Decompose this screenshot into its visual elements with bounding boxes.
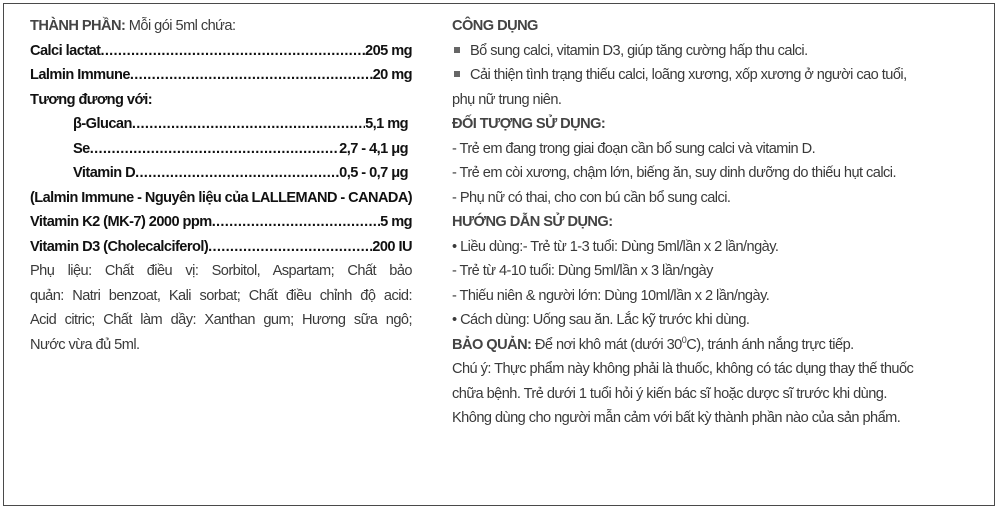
uses-bullet-text: Cải thiện tình trạng thiếu calci, loãng xương, xốp xương ở người cao tuổi, bbox=[470, 67, 907, 83]
usage-column bbox=[452, 14, 982, 431]
excipients-line-3: Acid citric; Chất làm dầy: Xanthan gum; Hương sữa ngô; bbox=[30, 312, 412, 328]
note-line: Chú ý: Thực phẩm này không phải là thuốc, không có tác dụng thay thế thuốc bbox=[452, 361, 914, 377]
leader-dots bbox=[212, 210, 380, 235]
usage-line: - Thiếu niên & người lớn: Dùng 10ml/lần x 2 lần/ngày. bbox=[452, 287, 770, 304]
ingredient-value: 20 mg bbox=[372, 67, 412, 83]
target-line: - Trẻ em đang trong giai đoạn cần bổ sung calci và vitamin D. bbox=[452, 140, 816, 157]
square-bullet-icon bbox=[454, 47, 460, 53]
uses-continuation: phụ nữ trung niên. bbox=[452, 91, 562, 108]
ingredients-intro: Mỗi gói 5ml chứa: bbox=[125, 18, 236, 34]
usage-line: - Trẻ từ 4-10 tuổi: Dùng 5ml/lần x 3 lần/ngày bbox=[452, 263, 713, 279]
usage-line: • Liều dùng:- Trẻ từ 1-3 tuổi: Dùng 5ml/lần x 2 lần/ngày. bbox=[452, 238, 779, 255]
target-heading: ĐỐI TƯỢNG SỬ DỤNG: bbox=[452, 116, 606, 132]
leader-dots bbox=[100, 39, 365, 64]
leader-dots bbox=[90, 137, 339, 162]
source-note: (Lalmin Immune - Nguyên liệu của LALLEMAND - CANADA) bbox=[30, 189, 413, 206]
sub-ingredient-row-glucan bbox=[30, 112, 412, 137]
leader-dots bbox=[135, 161, 339, 186]
ingredient-value: 5,1 mg bbox=[365, 116, 408, 132]
leader-dots bbox=[208, 235, 372, 260]
ingredient-label: β-Glucan bbox=[73, 116, 132, 132]
ingredient-label: Lalmin Immune bbox=[30, 67, 130, 83]
ingredient-value: 200 IU bbox=[372, 238, 412, 255]
target-line: - Phụ nữ có thai, cho con bú cần bổ sung calci. bbox=[452, 189, 731, 206]
storage-heading: BẢO QUẢN: bbox=[452, 336, 532, 353]
sub-ingredient-row-vitamin-d bbox=[30, 161, 412, 186]
ingredient-label: Calci lactat bbox=[30, 42, 101, 59]
usage-line: • Cách dùng: Uống sau ăn. Lắc kỹ trước khi dùng. bbox=[452, 312, 750, 328]
ingredient-row-lalmin bbox=[30, 63, 412, 88]
storage-line bbox=[452, 333, 982, 358]
ingredient-label: Se bbox=[73, 140, 90, 157]
excipients-line-4: Nước vừa đủ 5ml. bbox=[30, 336, 140, 353]
sub-ingredient-row-se bbox=[30, 137, 412, 162]
uses-bullet-text: Bổ sung calci, vitamin D3, giúp tăng cường hấp thu calci. bbox=[470, 42, 808, 59]
ingredient-row-vitamin-d3 bbox=[30, 235, 412, 260]
ingredient-label: Vitamin K2 (MK-7) 2000 ppm bbox=[30, 214, 212, 230]
ingredient-row-calci bbox=[30, 39, 412, 64]
equivalent-heading: Tương đương với: bbox=[30, 91, 153, 108]
excipients-line-2: quản: Natri benzoat, Kali sorbat; Chất điều chỉnh độ acid: bbox=[30, 287, 412, 304]
ingredient-value: 0,5 - 0,7 μg bbox=[339, 165, 408, 181]
uses-bullet-1 bbox=[452, 39, 982, 64]
square-bullet-icon bbox=[454, 71, 460, 77]
note-line: Không dùng cho người mẫn cảm với bất kỳ thành phần nào của sản phẩm. bbox=[452, 410, 901, 426]
excipients-line-1: Phụ liệu: Chất điều vị: Sorbitol, Aspartam; Chất bảo bbox=[30, 263, 412, 279]
degree-sup: 0 bbox=[681, 334, 687, 345]
ingredient-label: Vitamin D3 (Cholecalciferol) bbox=[30, 238, 209, 255]
ingredient-label: Vitamin D bbox=[73, 165, 136, 181]
uses-heading: CÔNG DỤNG bbox=[452, 18, 538, 34]
note-line: chữa bệnh. Trẻ dưới 1 tuổi hỏi ý kiến bác sĩ hoặc dược sĩ trước khi dùng. bbox=[452, 385, 887, 402]
storage-text-2: C), tránh ánh nắng trực tiếp. bbox=[686, 336, 854, 353]
ingredients-title-line bbox=[30, 14, 412, 39]
usage-heading: HƯỚNG DẪN SỬ DỤNG: bbox=[452, 214, 613, 230]
ingredient-value: 5 mg bbox=[380, 214, 412, 230]
target-line: - Trẻ em còi xương, chậm lớn, biếng ăn, suy dinh dưỡng do thiếu hụt calci. bbox=[452, 165, 896, 181]
uses-bullet-2 bbox=[452, 63, 982, 88]
ingredients-column bbox=[30, 14, 412, 357]
ingredient-row-vitamin-k2 bbox=[30, 210, 412, 235]
ingredient-value: 2,7 - 4,1 μg bbox=[339, 140, 408, 157]
storage-text-1: Để nơi khô mát (dưới 30 bbox=[531, 336, 682, 353]
leader-dots bbox=[132, 112, 365, 137]
ingredients-heading: THÀNH PHẦN: bbox=[30, 18, 126, 34]
leader-dots bbox=[130, 63, 373, 88]
ingredient-value: 205 mg bbox=[365, 42, 412, 59]
